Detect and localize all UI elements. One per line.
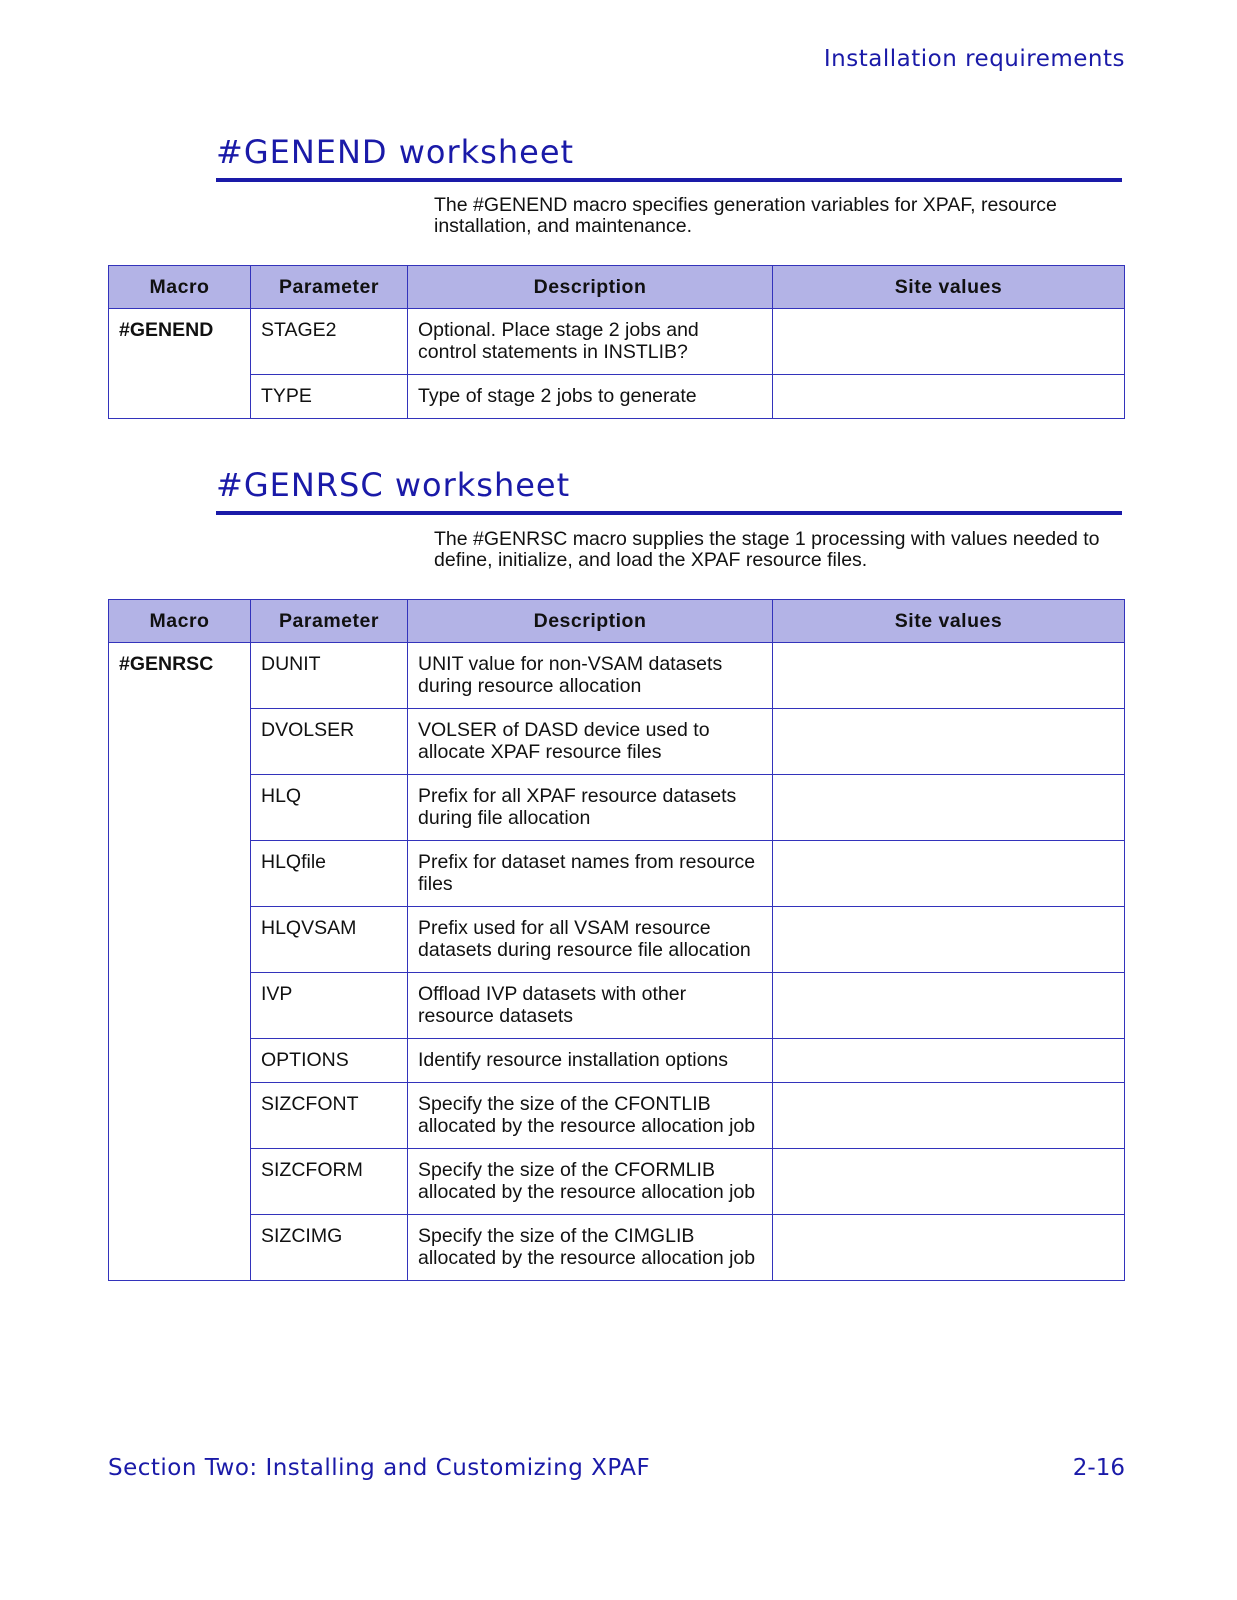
column-header-site-values: Site values xyxy=(773,266,1125,309)
description-cell: Optional. Place stage 2 jobs and control statements in INSTLIB? xyxy=(408,309,773,375)
parameter-cell: DUNIT xyxy=(251,643,408,709)
genrsc-table xyxy=(108,599,1125,1281)
genrsc-heading: #GENRSC worksheet xyxy=(216,465,1122,515)
column-header-site-values: Site values xyxy=(773,600,1125,643)
parameter-cell: TYPE xyxy=(251,375,408,419)
description-cell: Prefix for dataset names from resource files xyxy=(408,841,773,907)
description-cell: Prefix for all XPAF resource datasets during file allocation xyxy=(408,775,773,841)
column-header-description: Description xyxy=(408,600,773,643)
footer-section-title: Section Two: Installing and Customizing XPAF xyxy=(108,1455,651,1481)
parameter-cell: SIZCIMG xyxy=(251,1215,408,1281)
column-header-macro: Macro xyxy=(109,266,251,309)
table-header-row xyxy=(109,600,1125,643)
column-header-parameter: Parameter xyxy=(251,600,408,643)
site-value-cell[interactable] xyxy=(773,841,1125,907)
description-cell: Specify the size of the CFORMLIB allocated by the resource allocation job xyxy=(408,1149,773,1215)
table-row xyxy=(109,775,1125,841)
description-cell: Prefix used for all VSAM resource datasets during resource file allocation xyxy=(408,907,773,973)
site-value-cell[interactable] xyxy=(773,309,1125,375)
description-cell: UNIT value for non-VSAM datasets during resource allocation xyxy=(408,643,773,709)
parameter-cell: HLQfile xyxy=(251,841,408,907)
table-row xyxy=(109,1083,1125,1149)
genend-intro: The #GENEND macro specifies generation variables for XPAF, resource installation, and maintenance. xyxy=(434,194,1057,237)
column-header-macro: Macro xyxy=(109,600,251,643)
genend-heading: #GENEND worksheet xyxy=(216,132,1122,182)
genrsc-intro: The #GENRSC macro supplies the stage 1 processing with values needed to define, initialize, and load the XPAF resource files. xyxy=(434,528,1100,571)
parameter-cell: DVOLSER xyxy=(251,709,408,775)
parameter-cell: HLQVSAM xyxy=(251,907,408,973)
site-value-cell[interactable] xyxy=(773,973,1125,1039)
description-cell: Identify resource installation options xyxy=(408,1039,773,1083)
table-row xyxy=(109,643,1125,709)
table-row xyxy=(109,1149,1125,1215)
table-row xyxy=(109,907,1125,973)
parameter-cell: HLQ xyxy=(251,775,408,841)
column-header-parameter: Parameter xyxy=(251,266,408,309)
parameter-cell: STAGE2 xyxy=(251,309,408,375)
macro-cell: #GENRSC xyxy=(109,643,251,1281)
genend-table xyxy=(108,265,1125,419)
description-cell: Type of stage 2 jobs to generate xyxy=(408,375,773,419)
page-number: 2-16 xyxy=(1072,1455,1125,1481)
table-header-row xyxy=(109,266,1125,309)
site-value-cell[interactable] xyxy=(773,775,1125,841)
table-row xyxy=(109,375,1125,419)
site-value-cell[interactable] xyxy=(773,1039,1125,1083)
table-row xyxy=(109,309,1125,375)
description-cell: Specify the size of the CIMGLIB allocated by the resource allocation job xyxy=(408,1215,773,1281)
site-value-cell[interactable] xyxy=(773,375,1125,419)
site-value-cell[interactable] xyxy=(773,907,1125,973)
description-cell: Offload IVP datasets with other resource datasets xyxy=(408,973,773,1039)
site-value-cell[interactable] xyxy=(773,1083,1125,1149)
site-value-cell[interactable] xyxy=(773,1149,1125,1215)
parameter-cell: IVP xyxy=(251,973,408,1039)
description-cell: Specify the size of the CFONTLIB allocated by the resource allocation job xyxy=(408,1083,773,1149)
description-cell: VOLSER of DASD device used to allocate XPAF resource files xyxy=(408,709,773,775)
site-value-cell[interactable] xyxy=(773,643,1125,709)
parameter-cell: OPTIONS xyxy=(251,1039,408,1083)
parameter-cell: SIZCFORM xyxy=(251,1149,408,1215)
table-row xyxy=(109,709,1125,775)
table-row xyxy=(109,1215,1125,1281)
table-row xyxy=(109,973,1125,1039)
site-value-cell[interactable] xyxy=(773,709,1125,775)
column-header-description: Description xyxy=(408,266,773,309)
parameter-cell: SIZCFONT xyxy=(251,1083,408,1149)
table-row xyxy=(109,1039,1125,1083)
site-value-cell[interactable] xyxy=(773,1215,1125,1281)
running-header: Installation requirements xyxy=(823,46,1125,72)
table-row xyxy=(109,841,1125,907)
macro-cell: #GENEND xyxy=(109,309,251,419)
